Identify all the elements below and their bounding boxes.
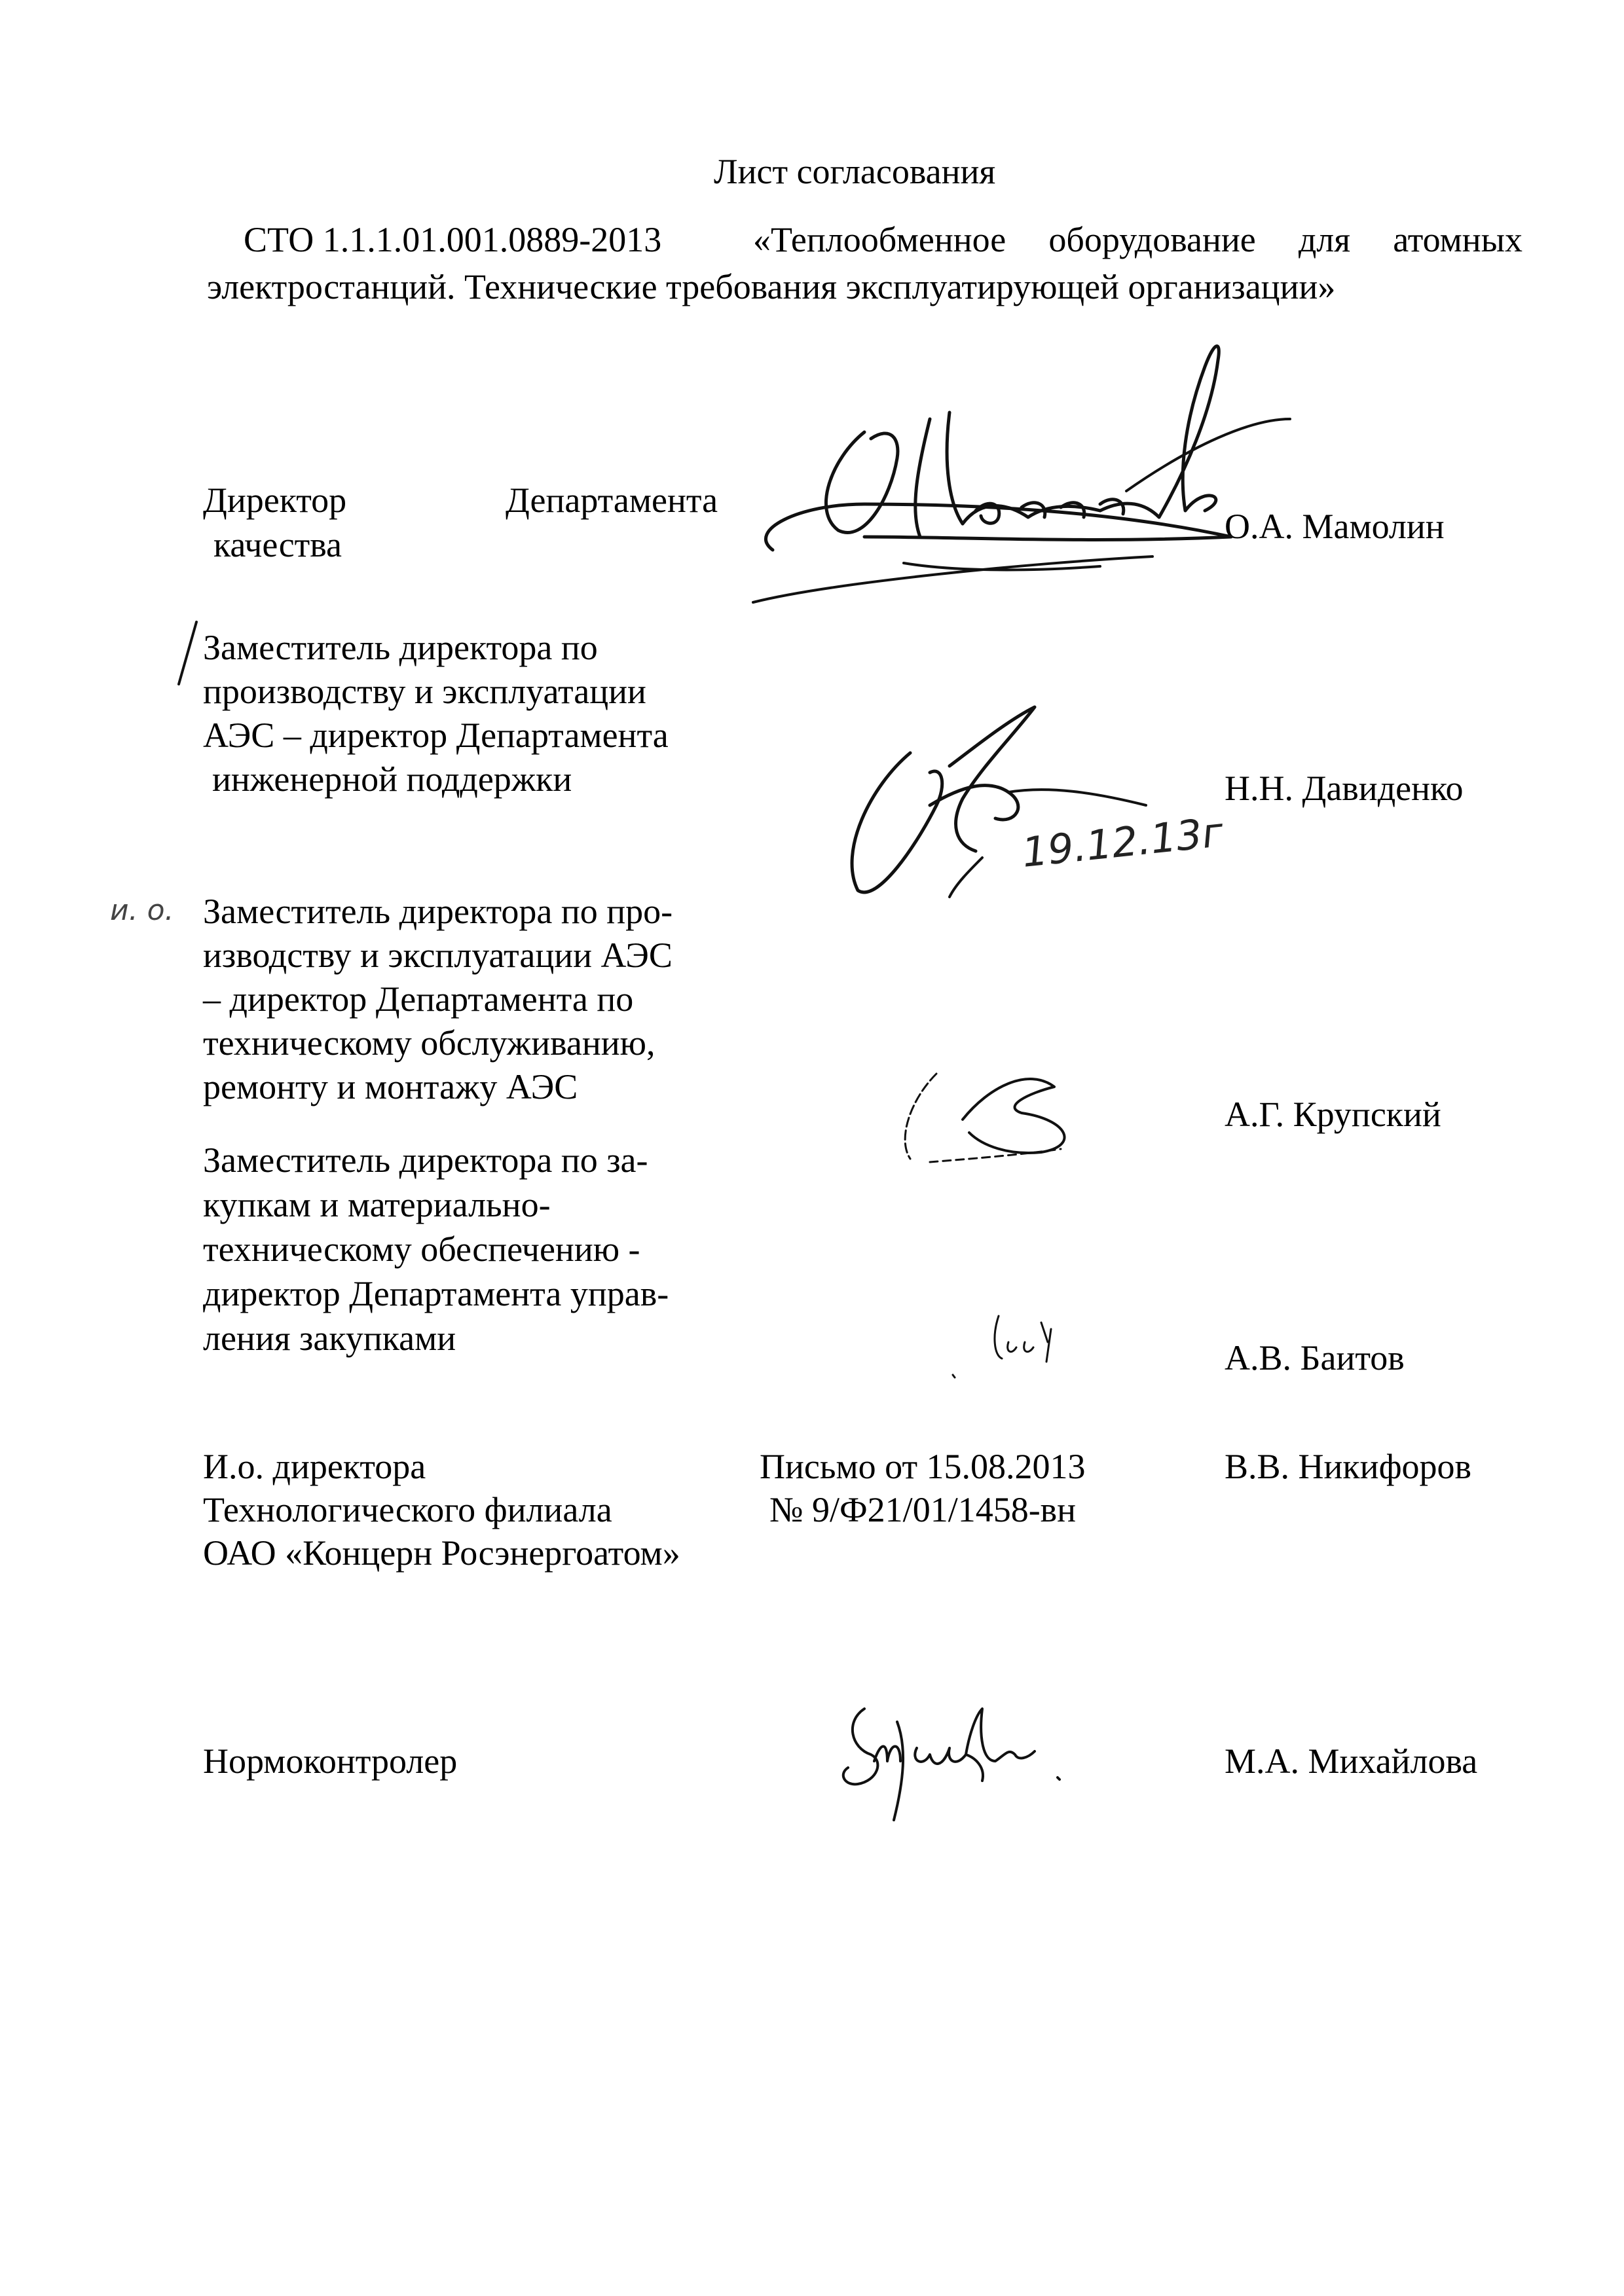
letter-reference-line: № 9/Ф21/01/1458-вн bbox=[769, 1490, 1077, 1529]
standard-title-line-1: «Теплообменное оборудование для атомных bbox=[753, 220, 1522, 259]
approver-position-line: купкам и материально- bbox=[203, 1185, 551, 1224]
approver-position-line: Технологического филиала bbox=[203, 1490, 612, 1529]
approver-name: М.А. Михайлова bbox=[1225, 1741, 1478, 1781]
signature-krupsky bbox=[891, 1048, 1113, 1178]
approver-name: О.А. Мамолин bbox=[1225, 507, 1445, 546]
approver-position-line: ОАО «Концерн Росэнергоатом» bbox=[203, 1533, 680, 1573]
handwritten-date: 19.12.13г bbox=[1020, 808, 1226, 877]
approver-name: Н.Н. Давиденко bbox=[1225, 769, 1464, 808]
approver-position-extra: Департамента bbox=[506, 481, 718, 520]
standard-code: СТО 1.1.1.01.001.0889-2013 bbox=[244, 220, 662, 259]
margin-mark bbox=[174, 619, 200, 691]
approver-position-line: производству и эксплуатации bbox=[203, 672, 646, 711]
approver-position-line: Директор bbox=[203, 481, 347, 520]
signature-mamolin bbox=[733, 340, 1270, 622]
approver-position-line: техническому обслуживанию, bbox=[203, 1023, 655, 1063]
approver-position-line: Заместитель директора по bbox=[203, 628, 598, 667]
approver-position-line: Нормоконтролер bbox=[203, 1741, 458, 1781]
approver-position-line: техническому обеспечению - bbox=[203, 1230, 640, 1269]
approver-position-line: ремонту и монтажу АЭС bbox=[203, 1067, 578, 1106]
standard-title-line-2: электростанций. Технические требования эксплуатирующей организации» bbox=[207, 267, 1336, 306]
approver-position-line: Заместитель директора по про- bbox=[203, 892, 673, 931]
approver-name: А.В. Баитов bbox=[1225, 1338, 1405, 1377]
approver-position-line: ления закупками bbox=[203, 1319, 456, 1358]
approver-position-line: Заместитель директора по за- bbox=[203, 1140, 648, 1180]
approver-position-line: изводству и эксплуатации АЭС bbox=[203, 936, 673, 975]
document-heading: Лист согласования bbox=[714, 152, 996, 191]
approver-position-line: качества bbox=[213, 525, 342, 564]
approver-position-line: – директор Департамента по bbox=[203, 979, 634, 1019]
margin-note: и. о. bbox=[110, 894, 174, 927]
approver-position-line: АЭС – директор Департамента bbox=[203, 716, 669, 755]
approver-position-line: инженерной поддержки bbox=[212, 759, 572, 799]
signature-davidenko bbox=[832, 694, 1225, 917]
approver-name: В.В. Никифоров bbox=[1225, 1447, 1472, 1486]
signature-mikhailova bbox=[819, 1696, 1094, 1827]
approver-name: А.Г. Крупский bbox=[1225, 1095, 1441, 1134]
letter-reference-line: Письмо от 15.08.2013 bbox=[760, 1447, 1086, 1486]
approver-position-line: И.о. директора bbox=[203, 1447, 426, 1486]
signature-baitov bbox=[943, 1303, 1100, 1394]
approver-position-line: директор Департамента управ- bbox=[203, 1274, 669, 1313]
